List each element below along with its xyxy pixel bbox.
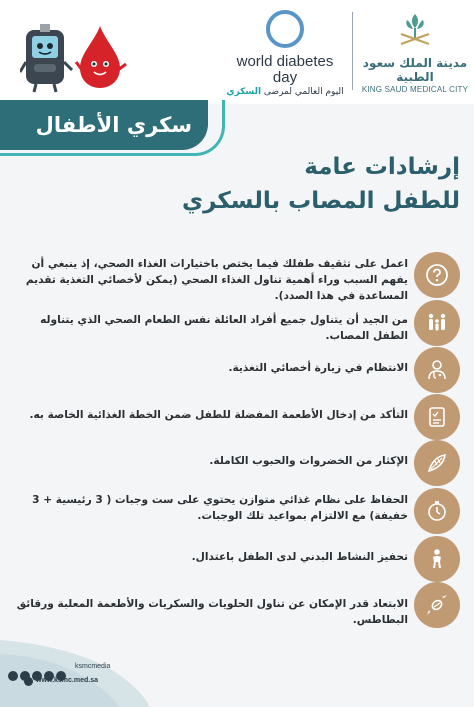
snapchat-icon[interactable] (8, 671, 18, 681)
wdd-subtitle (225, 86, 345, 98)
checklist-icon (414, 394, 460, 440)
guideline-item (0, 582, 474, 642)
guideline-text: تحفيز النشاط البدني لدى الطفل باعتدال. (191, 551, 408, 563)
glucose-meter-mascot-icon (20, 24, 72, 92)
social-icons (8, 665, 68, 677)
ksmc-arabic-name: مدينة الملك سعود الطبية (362, 56, 468, 84)
guideline-text: الإكثار من الخضروات والحبوب الكاملة. (209, 455, 408, 467)
clock-icon (414, 488, 460, 534)
question-icon (414, 252, 460, 298)
wdd-title: world diabetes day (236, 53, 334, 86)
wdd-subtitle-accent: السكري (226, 87, 262, 97)
mascots-illustration (20, 22, 130, 94)
saudi-emblem-icon (395, 10, 435, 48)
footer-wave (0, 640, 474, 707)
candy-icon (414, 582, 460, 628)
ksmc-english-name: KING SAUD MEDICAL CITY (361, 85, 469, 94)
grain-icon (414, 440, 460, 486)
title-line-1: إرشادات عامة (304, 154, 460, 180)
topic-banner-label: سكري الأطفال (35, 113, 192, 137)
guideline-text: الانتظام في زيارة أخصائي التغذية. (228, 362, 408, 374)
social-handle: ksmcmedia (75, 663, 111, 670)
title-line-2: للطفل المصاب بالسكري (182, 188, 460, 214)
wdd-subtitle-prefix: اليوم العالمي لمرضى (263, 87, 344, 97)
topic-banner (0, 100, 208, 150)
ksmc-logo (360, 10, 470, 95)
guideline-text: اعمل على تثقيف طفلك فيما يختص باختيارات الغذاء الصحي، إذ ينبغي أن يفهم السبب وراء أهمية تناول الغذاء الصحي (يمكن لأخصائي التغذية تقديم المساعدة في هذا الصدد). (25, 258, 408, 302)
child-icon (414, 536, 460, 582)
guideline-text: التأكد من إدخال الأطعمة المفضلة للطفل ضمن الخطة الغذائية الخاصة به. (29, 409, 408, 421)
page-title (140, 150, 460, 218)
website-link[interactable]: www.ksmc.med.sa (36, 677, 98, 684)
blue-circle-icon (266, 10, 304, 48)
guideline-text: من الجيد أن يتناول جميع أفراد العائلة نفس الطعام الصحي الذي يتناوله الطفل المصاب. (40, 314, 408, 342)
guideline-text: الحفاظ على نظام غذائي متوازن يحتوي على ست وجبات ( 3 رئيسية + 3 خفيفة) مع الالتزام بمواعيد تلك الوجبات. (32, 494, 408, 522)
world-diabetes-day-logo (225, 10, 345, 95)
globe-icon (24, 677, 33, 686)
header-divider (352, 12, 353, 90)
doctor-icon (414, 347, 460, 393)
header (0, 0, 474, 104)
blood-drop-mascot-icon (76, 26, 126, 88)
guideline-text: الابتعاد قدر الإمكان عن تناول الحلويات والسكريات والأطعمة المعلبة ورقائق البطاطس. (16, 598, 408, 626)
family-icon (414, 300, 460, 346)
